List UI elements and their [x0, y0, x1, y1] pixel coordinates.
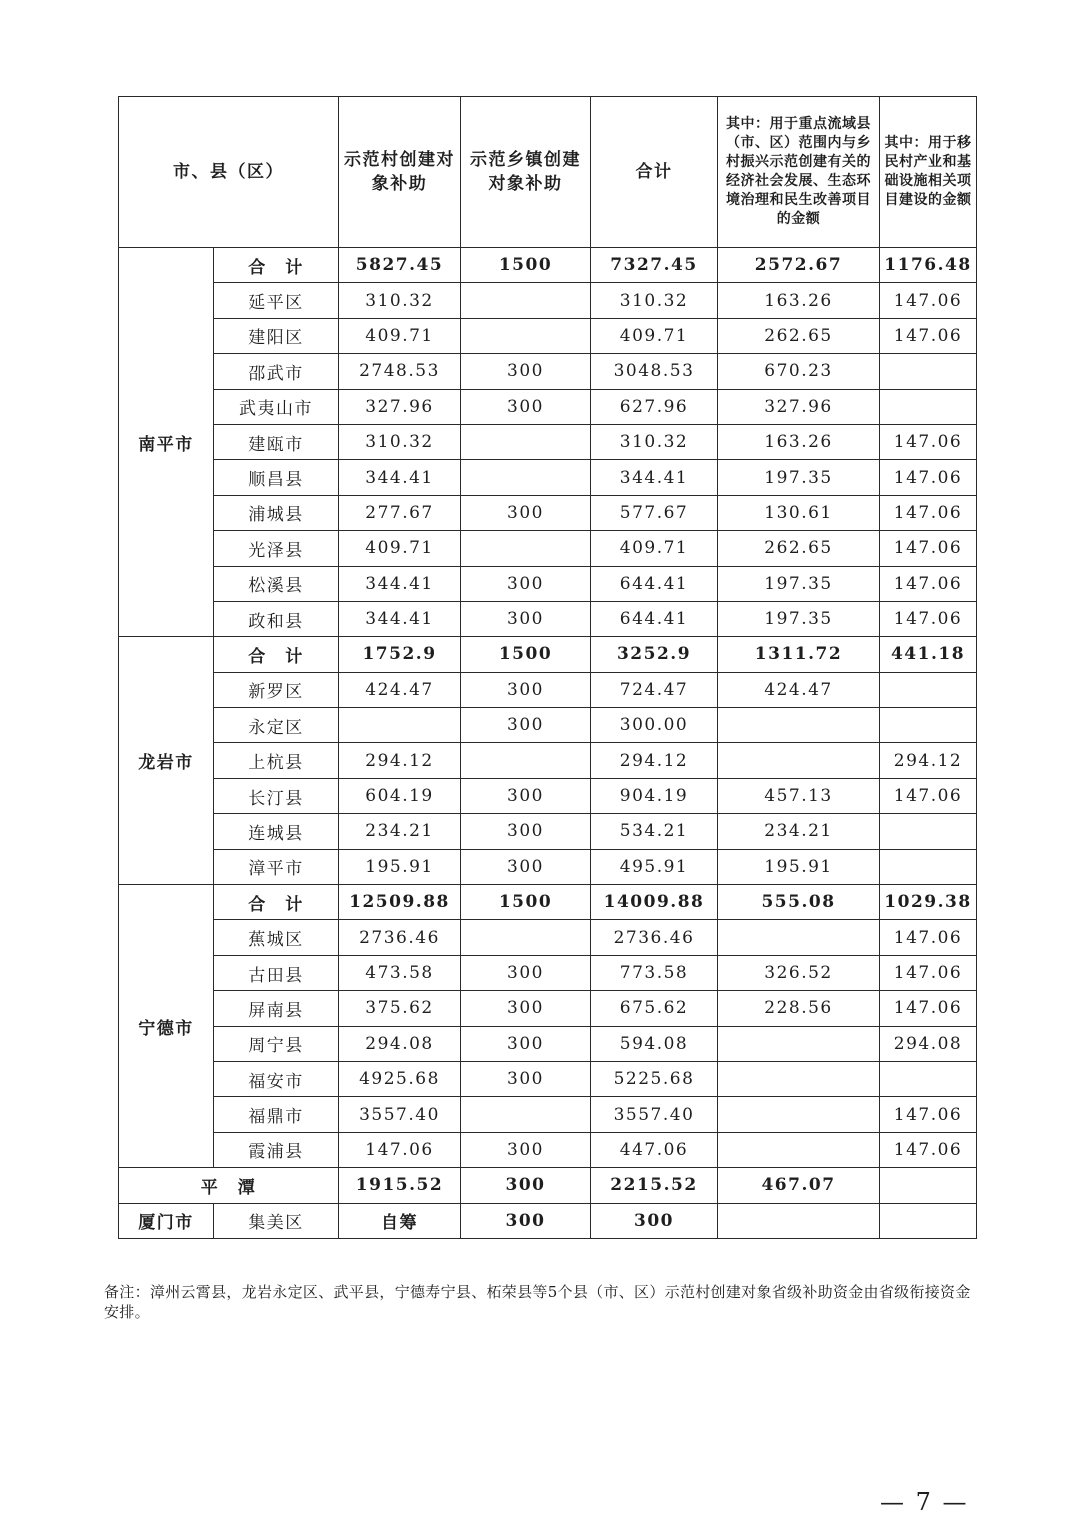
basin-cell: 197.35: [718, 566, 880, 601]
county-cell: 漳平市: [214, 849, 339, 884]
reloc-cell: [880, 354, 977, 389]
total-cell: 294.12: [591, 743, 718, 778]
table-row: [119, 424, 977, 459]
village-cell: 375.62: [339, 991, 461, 1026]
town-cell: 300: [461, 849, 591, 884]
reloc-cell: [880, 708, 977, 743]
table-row: [119, 318, 977, 353]
total-cell: 409.71: [591, 318, 718, 353]
reloc-cell: 147.06: [880, 601, 977, 636]
total-cell: 773.58: [591, 955, 718, 990]
subsidy-table: [118, 96, 977, 1239]
basin-cell: 670.23: [718, 354, 880, 389]
basin-cell: 197.35: [718, 460, 880, 495]
table-total-row: [119, 637, 977, 672]
table-row: [119, 849, 977, 884]
village-cell: 1915.52: [339, 1168, 461, 1203]
total-cell: 447.06: [591, 1132, 718, 1167]
footnote: 备注：漳州云霄县，龙岩永定区、武平县，宁德寿宁县、柘荣县等5个县（市、区）示范村创建对象省级补助资金由省级衔接资金安排。: [104, 1283, 971, 1321]
reloc-cell: 147.06: [880, 283, 977, 318]
reloc-cell: 147.06: [880, 318, 977, 353]
reloc-cell: [880, 1168, 977, 1203]
table-row: [119, 495, 977, 530]
table-total-row: [119, 248, 977, 283]
basin-cell: [718, 1026, 880, 1061]
table-row: [119, 1061, 977, 1096]
village-cell: 4925.68: [339, 1061, 461, 1096]
village-cell: 294.12: [339, 743, 461, 778]
village-cell: 344.41: [339, 601, 461, 636]
village-cell: 2736.46: [339, 920, 461, 955]
city-cell: 厦门市: [119, 1203, 214, 1238]
town-cell: 1500: [461, 885, 591, 920]
reloc-cell: 294.12: [880, 743, 977, 778]
total-cell: 310.32: [591, 424, 718, 459]
village-cell: 344.41: [339, 566, 461, 601]
village-cell: 12509.88: [339, 885, 461, 920]
town-cell: [461, 460, 591, 495]
county-cell: 顺昌县: [214, 460, 339, 495]
reloc-cell: [880, 1203, 977, 1238]
table-row: [119, 708, 977, 743]
town-cell: 300: [461, 1026, 591, 1061]
table-row: [119, 283, 977, 318]
basin-cell: 2572.67: [718, 248, 880, 283]
table-row: [119, 389, 977, 424]
table-row: [119, 354, 977, 389]
reloc-cell: 147.06: [880, 460, 977, 495]
table-row: [119, 920, 977, 955]
total-cell: 2736.46: [591, 920, 718, 955]
county-cell: 霞浦县: [214, 1132, 339, 1167]
basin-cell: 326.52: [718, 955, 880, 990]
basin-cell: 467.07: [718, 1168, 880, 1203]
village-cell: 2748.53: [339, 354, 461, 389]
table-row: [119, 1026, 977, 1061]
town-cell: [461, 318, 591, 353]
reloc-cell: 1176.48: [880, 248, 977, 283]
basin-cell: 234.21: [718, 814, 880, 849]
town-cell: 1500: [461, 248, 591, 283]
table-header-row: [119, 97, 977, 248]
county-cell: 集美区: [214, 1203, 339, 1238]
village-cell: 310.32: [339, 283, 461, 318]
total-cell: 675.62: [591, 991, 718, 1026]
table-row-xiamen: [119, 1203, 977, 1238]
reloc-cell: 147.06: [880, 495, 977, 530]
basin-cell: [718, 920, 880, 955]
town-cell: [461, 920, 591, 955]
total-cell: 3557.40: [591, 1097, 718, 1132]
village-cell: 473.58: [339, 955, 461, 990]
basin-cell: 555.08: [718, 885, 880, 920]
table-row: [119, 566, 977, 601]
reloc-cell: [880, 814, 977, 849]
village-cell: 327.96: [339, 389, 461, 424]
basin-cell: [718, 1097, 880, 1132]
reloc-cell: 147.06: [880, 531, 977, 566]
total-cell: 3252.9: [591, 637, 718, 672]
basin-cell: 228.56: [718, 991, 880, 1026]
total-cell: 310.32: [591, 283, 718, 318]
county-cell: 福鼎市: [214, 1097, 339, 1132]
header-village: 示范村创建对象补助: [339, 97, 461, 248]
town-cell: 300: [461, 991, 591, 1026]
town-cell: [461, 531, 591, 566]
reloc-cell: 294.08: [880, 1026, 977, 1061]
reloc-cell: 441.18: [880, 637, 977, 672]
total-cell: 2215.52: [591, 1168, 718, 1203]
reloc-cell: 147.06: [880, 424, 977, 459]
basin-cell: 130.61: [718, 495, 880, 530]
town-cell: 300: [461, 495, 591, 530]
county-cell: 长汀县: [214, 778, 339, 813]
basin-cell: 262.65: [718, 318, 880, 353]
reloc-cell: 147.06: [880, 1132, 977, 1167]
table-row: [119, 743, 977, 778]
basin-cell: 327.96: [718, 389, 880, 424]
basin-cell: [718, 708, 880, 743]
basin-cell: 163.26: [718, 424, 880, 459]
town-cell: 300: [461, 389, 591, 424]
village-cell: 自筹: [339, 1203, 461, 1238]
county-cell: 建瓯市: [214, 424, 339, 459]
town-cell: [461, 283, 591, 318]
total-cell: 644.41: [591, 566, 718, 601]
reloc-cell: 1029.38: [880, 885, 977, 920]
reloc-cell: 147.06: [880, 955, 977, 990]
total-cell: 300.00: [591, 708, 718, 743]
table-row: [119, 1132, 977, 1167]
total-cell: 495.91: [591, 849, 718, 884]
total-cell: 904.19: [591, 778, 718, 813]
header-basin: 其中：用于重点流域县（市、区）范围内与乡村振兴示范创建有关的经济社会发展、生态环境治理和民生改善项目的金额: [718, 97, 880, 248]
table-total-row: [119, 885, 977, 920]
village-cell: 1752.9: [339, 637, 461, 672]
town-cell: 300: [461, 354, 591, 389]
reloc-cell: 147.06: [880, 1097, 977, 1132]
county-cell: 合 计: [214, 637, 339, 672]
basin-cell: 424.47: [718, 672, 880, 707]
village-cell: 310.32: [339, 424, 461, 459]
county-cell: 上杭县: [214, 743, 339, 778]
basin-cell: [718, 1061, 880, 1096]
town-cell: 300: [461, 955, 591, 990]
village-cell: 234.21: [339, 814, 461, 849]
reloc-cell: 147.06: [880, 566, 977, 601]
basin-cell: 163.26: [718, 283, 880, 318]
town-cell: 300: [461, 601, 591, 636]
town-cell: [461, 743, 591, 778]
city-cell: 宁德市: [119, 885, 214, 1168]
header-town: 示范乡镇创建对象补助: [461, 97, 591, 248]
county-cell: 建阳区: [214, 318, 339, 353]
basin-cell: 262.65: [718, 531, 880, 566]
county-cell: 松溪县: [214, 566, 339, 601]
county-cell: 邵武市: [214, 354, 339, 389]
town-cell: 300: [461, 1132, 591, 1167]
county-cell: 屏南县: [214, 991, 339, 1026]
town-cell: 300: [461, 814, 591, 849]
reloc-cell: 147.06: [880, 991, 977, 1026]
town-cell: 300: [461, 1203, 591, 1238]
table-row: [119, 531, 977, 566]
total-cell: 724.47: [591, 672, 718, 707]
basin-cell: 1311.72: [718, 637, 880, 672]
village-cell: 195.91: [339, 849, 461, 884]
town-cell: [461, 424, 591, 459]
total-cell: 627.96: [591, 389, 718, 424]
basin-cell: 457.13: [718, 778, 880, 813]
village-cell: 294.08: [339, 1026, 461, 1061]
village-cell: 344.41: [339, 460, 461, 495]
county-cell: 连城县: [214, 814, 339, 849]
total-cell: 409.71: [591, 531, 718, 566]
county-cell: 周宁县: [214, 1026, 339, 1061]
table-row: [119, 814, 977, 849]
city-cell: 南平市: [119, 248, 214, 637]
table-row: [119, 1097, 977, 1132]
reloc-cell: [880, 849, 977, 884]
town-cell: 300: [461, 1061, 591, 1096]
town-cell: 300: [461, 566, 591, 601]
town-cell: 1500: [461, 637, 591, 672]
village-cell: 409.71: [339, 318, 461, 353]
table-row: [119, 601, 977, 636]
town-cell: 300: [461, 1168, 591, 1203]
village-cell: 424.47: [339, 672, 461, 707]
county-cell: 延平区: [214, 283, 339, 318]
county-cell: 合 计: [214, 885, 339, 920]
header-region: 市、县（区）: [119, 97, 339, 248]
village-cell: [339, 708, 461, 743]
table-row-pingtan: [119, 1168, 977, 1203]
total-cell: 577.67: [591, 495, 718, 530]
basin-cell: 197.35: [718, 601, 880, 636]
table-row: [119, 991, 977, 1026]
table-row: [119, 778, 977, 813]
village-cell: 3557.40: [339, 1097, 461, 1132]
total-cell: 7327.45: [591, 248, 718, 283]
total-cell: 594.08: [591, 1026, 718, 1061]
header-relocation: 其中：用于移民村产业和基础设施相关项目建设的金额: [880, 97, 977, 248]
reloc-cell: [880, 672, 977, 707]
county-cell: 新罗区: [214, 672, 339, 707]
county-cell: 福安市: [214, 1061, 339, 1096]
reloc-cell: [880, 1061, 977, 1096]
basin-cell: [718, 743, 880, 778]
total-cell: 344.41: [591, 460, 718, 495]
county-cell: 政和县: [214, 601, 339, 636]
total-cell: 5225.68: [591, 1061, 718, 1096]
total-cell: 534.21: [591, 814, 718, 849]
town-cell: [461, 1097, 591, 1132]
county-cell: 蕉城区: [214, 920, 339, 955]
town-cell: 300: [461, 672, 591, 707]
basin-cell: [718, 1203, 880, 1238]
county-cell: 光泽县: [214, 531, 339, 566]
total-cell: 644.41: [591, 601, 718, 636]
total-cell: 300: [591, 1203, 718, 1238]
county-cell: 永定区: [214, 708, 339, 743]
header-total: 合计: [591, 97, 718, 248]
city-cell: 龙岩市: [119, 637, 214, 885]
table-row: [119, 460, 977, 495]
page-number: — 7 —: [880, 1488, 969, 1516]
village-cell: 147.06: [339, 1132, 461, 1167]
reloc-cell: [880, 389, 977, 424]
village-cell: 604.19: [339, 778, 461, 813]
total-cell: 3048.53: [591, 354, 718, 389]
table-body: [119, 248, 977, 1239]
village-cell: 5827.45: [339, 248, 461, 283]
county-cell: 合 计: [214, 248, 339, 283]
reloc-cell: 147.06: [880, 778, 977, 813]
county-cell: 武夷山市: [214, 389, 339, 424]
basin-cell: [718, 1132, 880, 1167]
town-cell: 300: [461, 708, 591, 743]
basin-cell: 195.91: [718, 849, 880, 884]
village-cell: 277.67: [339, 495, 461, 530]
village-cell: 409.71: [339, 531, 461, 566]
town-cell: 300: [461, 778, 591, 813]
county-cell: 古田县: [214, 955, 339, 990]
county-cell: 浦城县: [214, 495, 339, 530]
table-row: [119, 955, 977, 990]
total-cell: 14009.88: [591, 885, 718, 920]
table-row: [119, 672, 977, 707]
county-cell: 平 潭: [119, 1168, 339, 1203]
reloc-cell: 147.06: [880, 920, 977, 955]
